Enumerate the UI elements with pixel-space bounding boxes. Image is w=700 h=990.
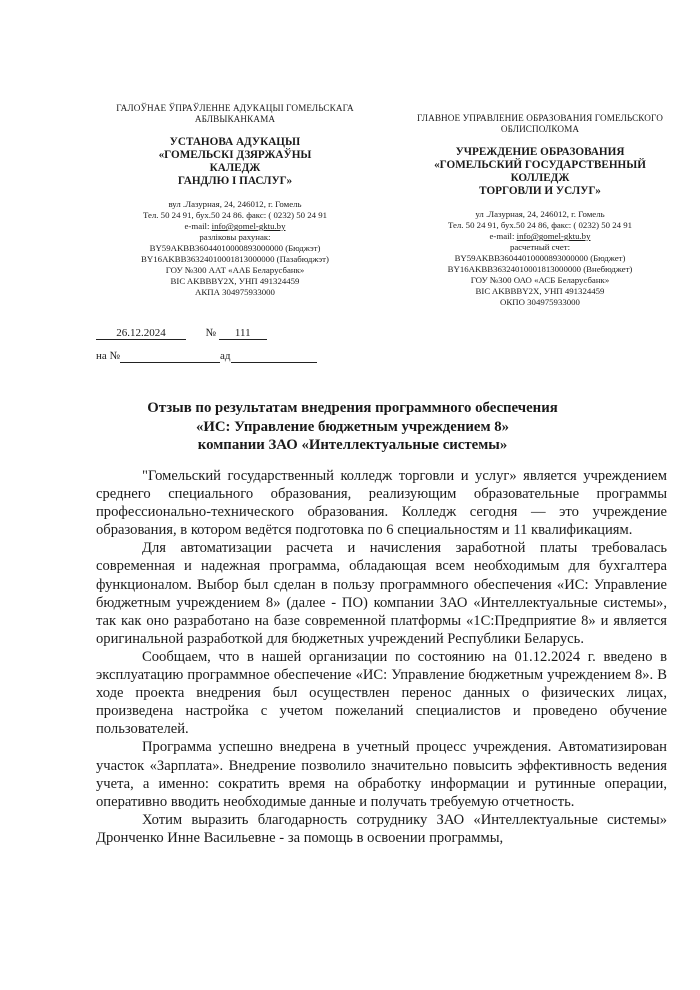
address: вул .Лазурная, 24, 246012, г. Гомель bbox=[168, 199, 302, 209]
org-line: УЧРЕЖДЕНИЕ ОБРАЗОВАНИЯ bbox=[455, 146, 625, 158]
outgoing-number: 111 bbox=[219, 327, 267, 340]
account-budget: BY59AKBB36044010000893000000 (Бюджет) bbox=[454, 253, 626, 263]
org-line: КАЛЕДЖ bbox=[209, 162, 261, 174]
body-paragraph: Программа успешно внедрена в учетный процесс учреждения. Автоматизирован участок «Зарплата». Внедрение позволило значительно повысить эффективность ведения учета, а именно: сократить время на обработку информации и рутинные операции, оперативно вводить необходимые данные и получать требуемую отчетность. bbox=[96, 739, 667, 810]
outgoing-date: 26.12.2024 bbox=[96, 327, 186, 340]
letterhead-russian bbox=[405, 113, 675, 308]
org-line: «ГОМЕЛЬСКІ ДЗЯРЖАЎНЫ bbox=[158, 149, 312, 161]
organization-name bbox=[100, 136, 370, 188]
account-extrabudget: BY16AKBB36324010001813000000 (Внебюджет) bbox=[447, 264, 633, 274]
address: ул .Лазурная, 24, 246012, г. Гомель bbox=[475, 209, 605, 219]
org-line: ТОРГОВЛИ И УСЛУГ» bbox=[479, 185, 601, 197]
title-line: «ИС: Управление бюджетным учреждением 8» bbox=[195, 418, 510, 435]
title-line: компании ЗАО «Интеллектуальные системы» bbox=[197, 437, 508, 453]
reply-date-blank bbox=[231, 350, 317, 363]
registration-line bbox=[96, 327, 267, 340]
reply-reference-line bbox=[96, 350, 317, 363]
bic-unp: BIC AKBBBY2X, УНП 491324459 bbox=[170, 276, 300, 286]
phones: Тел. 50 24 91, бух.50 24 86, факс: ( 0232) 50 24 91 bbox=[447, 220, 633, 230]
ministry-name: ГАЛОЎНАЕ ЎПРАЎЛЕННЕ АДУКАЦЫІ ГОМЕЛЬСКАГА АБЛВЫКАНКАМА bbox=[116, 103, 354, 124]
okpo-code: ОКПО 304975933000 bbox=[500, 297, 580, 307]
org-line: КОЛЛЕДЖ bbox=[510, 172, 570, 184]
bic-unp: BIC AKBBBY2X, УНП 491324459 bbox=[475, 286, 605, 296]
bank-name: ГОУ №300 ОАО «АСБ Беларусбанк» bbox=[470, 275, 610, 285]
body-paragraph: Сообщаем, что в нашей организации по состоянию на 01.12.2024 г. введено в эксплуатацию программное обеспечение «ИС: Управление бюджетным учреждением 8». В ходе проекта внедрения был осуществлен перенос данных о физических лицах, произведена настройка с учетом пожеланий специалистов и проведено обучение пользователей. bbox=[96, 648, 667, 738]
account-budget: BY59AKBB36044010000893000000 (Бюджэт) bbox=[149, 243, 321, 253]
contact-details bbox=[100, 199, 370, 298]
organization-name bbox=[405, 146, 675, 198]
letterhead-belarusian bbox=[100, 103, 370, 298]
letter-body bbox=[96, 467, 667, 847]
reply-number-blank bbox=[120, 350, 220, 363]
org-line: УСТАНОВА АДУКАЦЫІ bbox=[169, 136, 301, 148]
number-label: № bbox=[205, 327, 216, 339]
reply-prefix: на № bbox=[96, 350, 121, 362]
ministry-name: ГЛАВНОЕ УПРАВЛЕНИЕ ОБРАЗОВАНИЯ ГОМЕЛЬСКОГО ОБЛИСПОЛКОМА bbox=[417, 113, 663, 134]
email-label: e-mail: bbox=[489, 231, 517, 241]
body-paragraph: "Гомельский государственный колледж торговли и услуг» является учреждением среднего специального образования, реализующим образовательные программы профессионально-технического образования. Колледж сегодня — это учреждение образования, в котором ведётся подготовка по 6 специальностям и 11 квалификациям. bbox=[96, 468, 667, 539]
reply-mid: ад bbox=[220, 350, 231, 362]
email-label: e-mail: bbox=[184, 221, 212, 231]
email-link[interactable]: info@gomel-gktu.by bbox=[211, 221, 286, 231]
contact-details bbox=[405, 209, 675, 308]
body-paragraph: Хотим выразить благодарность сотруднику ЗАО «Интеллектуальные системы» Дронченко Инне Васильевне - за помощь в освоении программы, bbox=[96, 811, 667, 846]
org-line: «ГОМЕЛЬСКИЙ ГОСУДАРСТВЕННЫЙ bbox=[434, 159, 646, 171]
email-line bbox=[405, 231, 675, 242]
account-label: расчетный счет: bbox=[509, 242, 571, 252]
email-link[interactable]: info@gomel-gktu.by bbox=[516, 231, 591, 241]
bank-name: ГОУ №300 ААТ «ААБ Беларусбанк» bbox=[165, 265, 305, 275]
okpo-code: АКПА 304975933000 bbox=[195, 287, 275, 297]
account-extrabudget: BY16AKBB36324010001813000000 (Пазабюджэт) bbox=[141, 254, 329, 264]
title-line: Отзыв по результатам внедрения программного обеспечения bbox=[147, 400, 558, 416]
body-paragraph: Для автоматизации расчета и начисления заработной платы требовалась современная и надежная программа, обладающая всем необходимым для бухгалтера функционалом. Выбор был сделан в пользу программного обеспечения «ИС: Управление бюджетным учреждением 8» (далее - ПО) компании ЗАО «Интеллектуальные системы», так как оно разработано на базе современной платформы «1С:Предприятие 8» и является оригинальной разработкой для бюджетных учреждений Республики Беларусь. bbox=[96, 540, 667, 647]
account-label: разліковы рахунак: bbox=[199, 232, 271, 242]
document-title bbox=[60, 399, 645, 455]
phones: Тел. 50 24 91, бух.50 24 86. факс: ( 0232) 50 24 91 bbox=[142, 210, 328, 220]
email-line bbox=[100, 221, 370, 232]
org-line: ГАНДЛЮ І ПАСЛУГ» bbox=[177, 175, 293, 187]
